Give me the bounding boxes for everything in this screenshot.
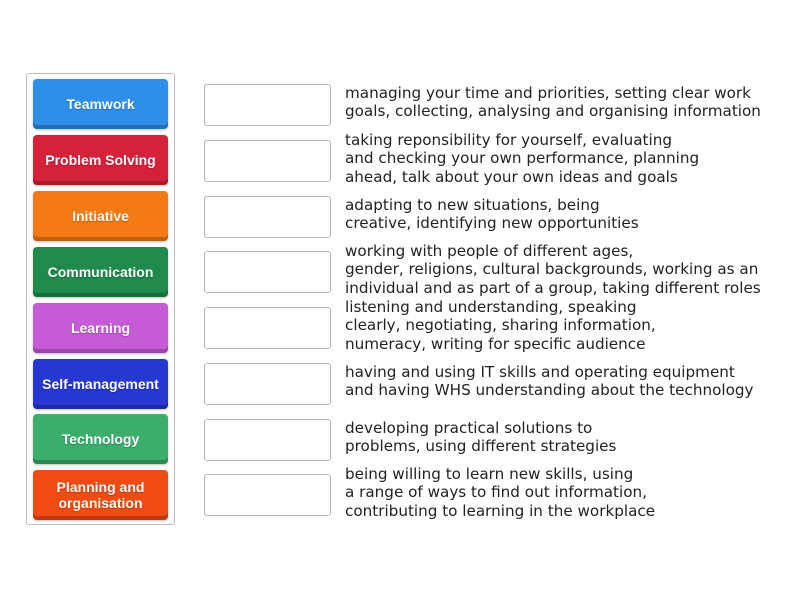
drop-slot-2[interactable] — [204, 140, 331, 182]
description-5: listening and understanding, speaking clearly, negotiating, sharing information, numeracy, writing for specific audience — [345, 298, 656, 353]
description-6: having and using IT skills and operating equipment and having WHS understanding about the technology — [345, 363, 754, 400]
tile-problem-solving[interactable]: Problem Solving — [33, 135, 168, 185]
drop-slot-5[interactable] — [204, 307, 331, 349]
description-3: adapting to new situations, being creative, identifying new opportunities — [345, 196, 639, 233]
tile-technology[interactable]: Technology — [33, 414, 168, 464]
description-4: working with people of different ages, gender, religions, cultural backgrounds, working as an individual and as part of a group, taking different roles — [345, 242, 761, 297]
drop-slot-7[interactable] — [204, 419, 331, 461]
drop-slot-6[interactable] — [204, 363, 331, 405]
tile-teamwork[interactable]: Teamwork — [33, 79, 168, 129]
drop-slot-3[interactable] — [204, 196, 331, 238]
tile-initiative[interactable]: Initiative — [33, 191, 168, 241]
tile-communication[interactable]: Communication — [33, 247, 168, 297]
tile-self-management[interactable]: Self-management — [33, 359, 168, 409]
description-8: being willing to learn new skills, using a range of ways to find out information, contributing to learning in the workplace — [345, 465, 656, 520]
tile-planning-and-organisation[interactable]: Planning and organisation — [33, 470, 168, 520]
description-1: managing your time and priorities, setting clear work goals, collecting, analysing and organising information — [345, 84, 761, 121]
drop-slot-1[interactable] — [204, 84, 331, 126]
description-2: taking reponsibility for yourself, evaluating and checking your own performance, planning ahead, talk about your own ideas and goals — [345, 131, 700, 186]
drop-slot-4[interactable] — [204, 251, 331, 293]
tile-learning[interactable]: Learning — [33, 303, 168, 353]
drop-slot-8[interactable] — [204, 474, 331, 516]
description-7: developing practical solutions to problems, using different strategies — [345, 419, 617, 456]
